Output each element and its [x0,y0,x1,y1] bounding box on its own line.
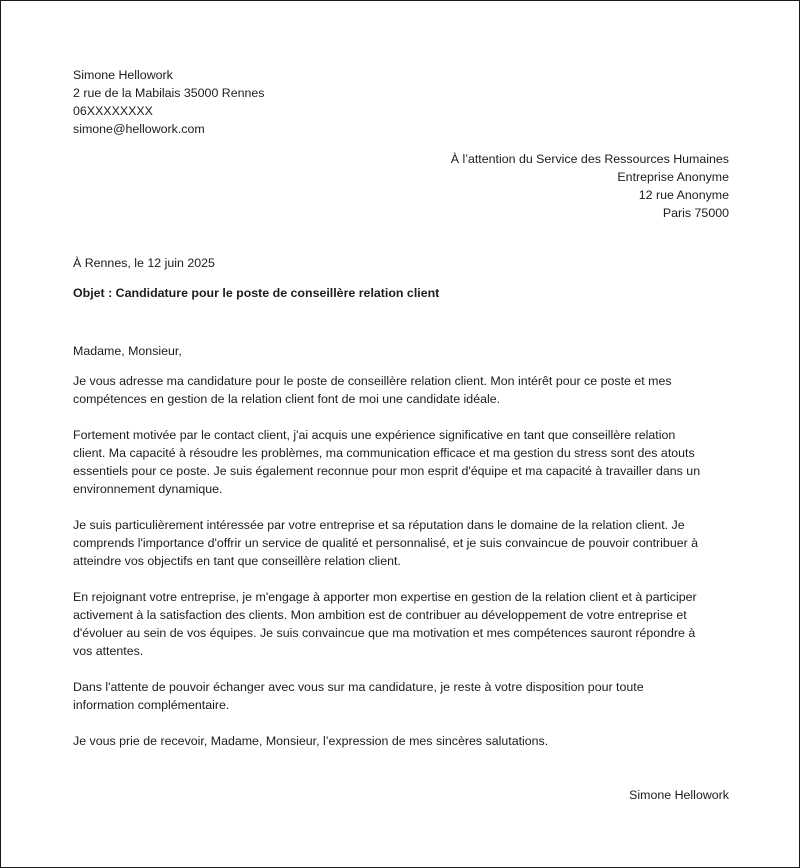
body-line: Je vous adresse ma candidature pour le poste de conseillère relation client. Mon intérêt pour ce poste et mes [73,374,672,388]
body-paragraph [73,372,729,408]
recipient-street: 12 rue Anonyme [638,188,729,202]
body-line: compétences en gestion de la relation client font de moi une candidate idéale. [73,392,501,406]
recipient-attention: À l’attention du Service des Ressources Humaines [450,152,729,166]
body-line: environnement dynamique. [73,482,223,496]
recipient-company: Entreprise Anonyme [617,170,729,184]
body-line: En rejoignant votre entreprise, je m'engage à apporter mon expertise en gestion de la relation client et à participer [73,590,697,604]
body-line: Je vous prie de recevoir, Madame, Monsieur, l’expression de mes sincères salutations. [73,734,549,748]
recipient-city: Paris 75000 [662,206,729,220]
body-line: comprends l'importance d'offrir un service de qualité et personnalisé, et je suis convaincue de pouvoir contribuer à [73,536,699,550]
body-line: atteindre vos objectifs en tant que conseillère relation client. [73,554,401,568]
sender-email: simone@hellowork.com [73,122,205,136]
date-line: À Rennes, le 12 juin 2025 [73,256,215,270]
sender-name: Simone Hellowork [73,68,173,82]
body-paragraph [73,678,729,714]
body-line: Dans l'attente de pouvoir échanger avec vous sur ma candidature, je reste à votre disposition pour toute [73,680,644,694]
body-line: d'évoluer au sein de vos équipes. Je suis convaincue que ma motivation et mes compétences sauront répondre à [73,626,696,640]
recipient-block [73,150,729,222]
salutation: Madame, Monsieur, [73,344,182,358]
letter-body [73,372,729,768]
subject-line: Objet : Candidature pour le poste de conseillère relation client [73,286,440,300]
body-paragraph [73,516,729,570]
body-line: vos attentes. [73,644,144,658]
signature: Simone Hellowork [629,788,729,802]
body-paragraph [73,426,729,498]
sender-block [73,66,729,138]
body-paragraph [73,588,729,660]
body-line: Je suis particulièrement intéressée par votre entreprise et sa réputation dans le domaine de la relation client. Je [73,518,685,532]
body-line: information complémentaire. [73,698,230,712]
body-paragraph [73,732,729,750]
body-line: Fortement motivée par le contact client, j'ai acquis une expérience significative en tant que conseillère relation [73,428,676,442]
body-line: essentiels pour ce poste. Je suis également reconnue pour mon esprit d'équipe et ma capacité à travailler dans un [73,464,701,478]
sender-phone: 06XXXXXXXX [73,104,153,118]
body-line: activement à la satisfaction des clients. Mon ambition est de contribuer au développement de votre entreprise et [73,608,687,622]
body-line: client. Ma capacité à résoudre les problèmes, ma communication efficace et ma gestion du stress sont des atouts [73,446,695,460]
sender-address: 2 rue de la Mabilais 35000 Rennes [73,86,265,100]
